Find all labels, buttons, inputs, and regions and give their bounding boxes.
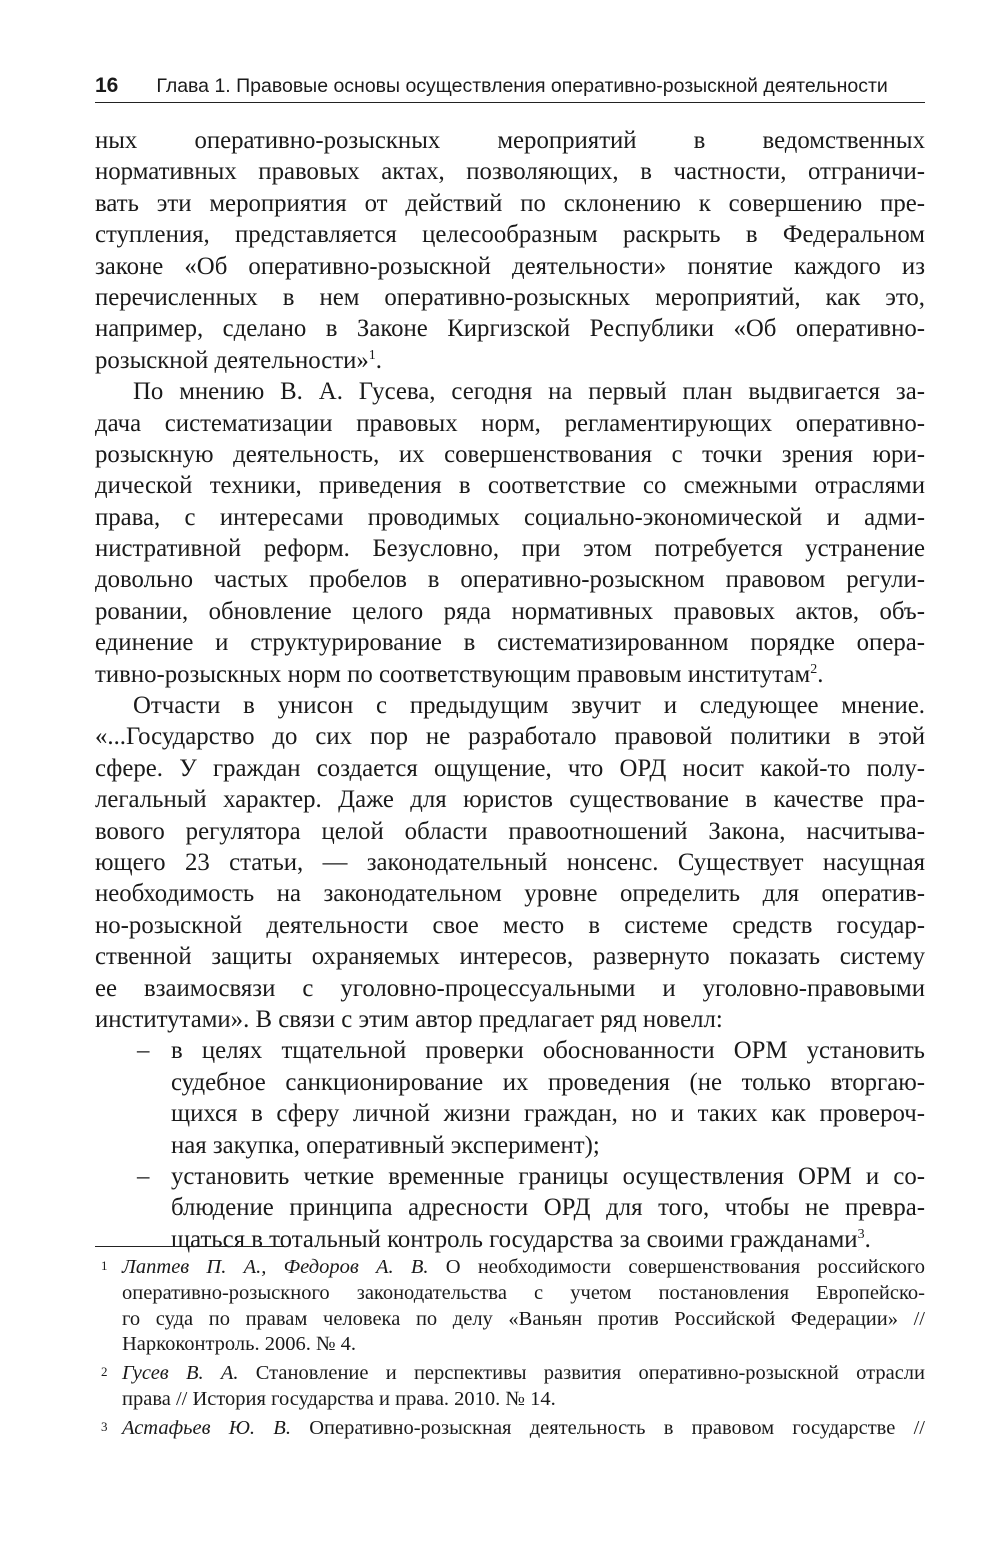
text-line: «...Государство до сих пор не разработало правовой политики в этой bbox=[95, 723, 925, 751]
footnote-text: Оперативно-розыскная деятельность в правовом государстве // bbox=[290, 1416, 925, 1439]
text-line: например, сделано в Законе Киргизской Республики «Об оперативно- bbox=[95, 315, 925, 343]
footnote-number: 2 bbox=[101, 1364, 108, 1380]
footnote-number: 1 bbox=[101, 1258, 108, 1273]
text-line bbox=[95, 659, 925, 690]
footnote-line: го суда по правам человека по делу «Ваньян против Российской Федерации» // bbox=[122, 1307, 925, 1330]
paragraph-2 bbox=[95, 376, 925, 690]
text-line-tail: . bbox=[864, 1225, 871, 1253]
paragraph-1 bbox=[95, 125, 925, 376]
text-line: дача систематизации правовых норм, регламентирующих оперативно- bbox=[95, 409, 925, 437]
paragraph-3 bbox=[95, 690, 925, 1035]
text-line: розыскную деятельность, их совершенствования с точки зрения юри- bbox=[95, 440, 925, 468]
list-item bbox=[95, 1161, 925, 1255]
footnote-author: Гусев В. А. bbox=[122, 1362, 239, 1385]
text-line: ющего 23 статьи, — законодательный нонсенс. Существует насущная bbox=[95, 848, 925, 876]
text-line: нистративной реформ. Безусловно, при этом потребуется устранение bbox=[95, 535, 925, 563]
footnote-line bbox=[122, 1361, 925, 1387]
text-line: но-розыскной деятельности свое место в системе средств государ- bbox=[95, 911, 925, 939]
text-line: ных оперативно-розыскных мероприятий в ведомственных bbox=[95, 127, 925, 154]
text-line: ступления, представляется целесообразным раскрыть в Федеральном bbox=[95, 221, 925, 249]
text-line-tail: . bbox=[375, 346, 382, 374]
footnote-author: Астафьев Ю. В. bbox=[122, 1416, 291, 1439]
main-text bbox=[95, 125, 925, 1255]
text-line: вового регулятора целой области правоотношений Закона, насчитыва- bbox=[95, 817, 925, 845]
text-line: Отчасти в унисон с предыдущим звучит и следующее мнение. bbox=[133, 692, 925, 720]
text-line: ровании, обновление целого ряда нормативных правовых актов, объ- bbox=[95, 597, 925, 625]
footnote-line: права // История государства и права. 2010. № 14. bbox=[122, 1387, 556, 1410]
list-item bbox=[95, 1035, 925, 1161]
footnote-author: Лаптев П. А., Федоров А. В. bbox=[122, 1256, 429, 1278]
text-line: нормативных правовых актах, позволяющих, в частности, отграничи- bbox=[95, 158, 925, 186]
chapter-title: Глава 1. Правовые основы осуществления оперативно-розыскной деятельности bbox=[156, 75, 888, 97]
text-line: права, с интересами проводимых социально-экономической и адми- bbox=[95, 503, 925, 531]
text-line: По мнению В. А. Гусева, сегодня на первый план выдвигается за- bbox=[133, 378, 925, 406]
footnote-ref-1: 1 bbox=[368, 347, 376, 363]
text-line-content: тивно-розыскных норм по соответствующим правовым институтам bbox=[95, 660, 811, 688]
footnote-line: Наркоконтроль. 2006. № 4. bbox=[122, 1333, 357, 1356]
text-line: законе «Об оперативно-розыскной деятельности» понятие каждого из bbox=[95, 252, 925, 280]
footnote-text: О необходимости совершенствования российского bbox=[428, 1256, 925, 1278]
footnote-ref-3: 3 bbox=[857, 1226, 865, 1242]
text-line-content: щаться в тотальный контроль государства за своими гражданами bbox=[171, 1225, 858, 1253]
footnote-1 bbox=[95, 1255, 925, 1358]
page-number: 16 bbox=[95, 74, 119, 97]
text-line: блюдение принципа адресности ОРД для того, чтобы не превра- bbox=[171, 1194, 925, 1222]
text-line: довольно частых пробелов в оперативно-розыскном правовом регули- bbox=[95, 566, 925, 594]
footnote-line bbox=[122, 1255, 925, 1281]
footnote-line bbox=[122, 1416, 925, 1442]
text-line: сфере. У граждан создается ощущение, что ОРД носит какой-то полу- bbox=[95, 754, 925, 782]
text-line: перечисленных в нем оперативно-розыскных мероприятий, как это, bbox=[95, 283, 925, 311]
footnotes bbox=[95, 1255, 925, 1445]
text-line: единение и структурирование в систематизированном порядке опера- bbox=[95, 629, 925, 657]
text-line: ственной защиты охраняемых интересов, развернуто показать систему bbox=[95, 943, 925, 971]
text-line bbox=[171, 1224, 925, 1255]
text-line: необходимость на законодательном уровне определить для оператив- bbox=[95, 880, 925, 908]
footnote-text: Становление и перспективы развития оперативно-розыскной отрасли bbox=[238, 1362, 925, 1385]
footnote-rule bbox=[95, 1246, 285, 1247]
footnote-ref-2: 2 bbox=[810, 661, 818, 677]
list-dash: – bbox=[137, 1037, 150, 1065]
text-line: в целях тщательной проверки обоснованности ОРМ установить bbox=[171, 1037, 925, 1065]
text-line-tail: . bbox=[817, 660, 824, 688]
running-header bbox=[95, 74, 925, 98]
text-line: дической техники, приведения в соответствие со смежными отраслями bbox=[95, 472, 925, 500]
footnote-2 bbox=[95, 1361, 925, 1413]
text-line: легальный характер. Даже для юристов существование в качестве пра- bbox=[95, 786, 925, 814]
text-line: установить четкие временные границы осуществления ОРМ и со- bbox=[171, 1162, 925, 1190]
text-line: ная закупка, оперативный эксперимент); bbox=[171, 1131, 600, 1159]
text-line: институтами». В связи с этим автор предлагает ряд новелл: bbox=[95, 1005, 723, 1033]
text-line: щихся в сферу личной жизни граждан, но и таких как провероч- bbox=[171, 1100, 925, 1128]
text-line-content: розыскной деятельности» bbox=[95, 346, 369, 374]
text-line bbox=[95, 345, 925, 376]
header-rule bbox=[95, 102, 925, 103]
footnote-3 bbox=[95, 1416, 925, 1442]
footnote-line: оперативно-розыскного законодательства с учетом постановления Европейско- bbox=[122, 1281, 925, 1304]
footnote-number: 3 bbox=[101, 1418, 108, 1434]
list-dash: – bbox=[137, 1162, 150, 1190]
text-line: судебное санкционирование их проведения (не только вторгаю- bbox=[171, 1068, 925, 1096]
text-line: ее взаимосвязи с уголовно-процессуальными и уголовно-правовыми bbox=[95, 974, 925, 1002]
text-line: вать эти мероприятия от действий по склонению к совершению пре- bbox=[95, 189, 925, 217]
